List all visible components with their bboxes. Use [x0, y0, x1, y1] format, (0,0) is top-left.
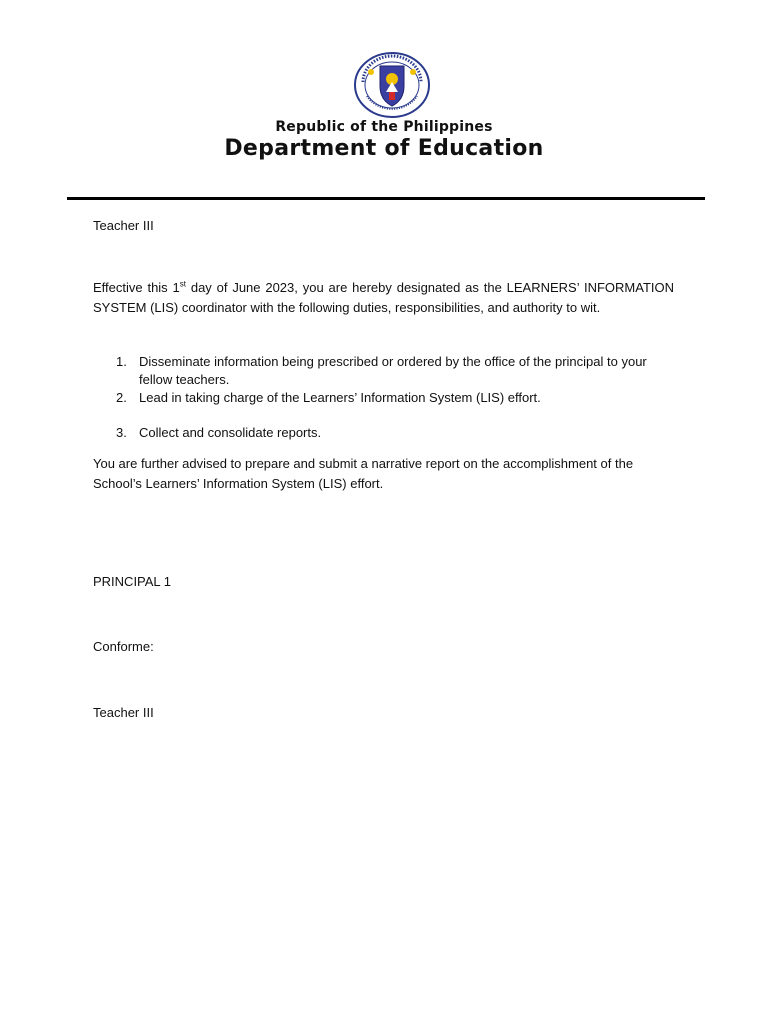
intro-suffix: day of June 2023, you are hereby designated as the LEARNERS’ INFORMATION SYSTEM (LIS) coordinator with the following duties, responsibilities, and authority to wit. — [93, 280, 674, 315]
duty-text: Disseminate information being prescribed or ordered by the office of the principal to your fellow teachers. — [139, 354, 647, 387]
conforme-title: Teacher III — [93, 705, 154, 720]
designation-paragraph — [93, 278, 674, 318]
intro-prefix: Effective this 1 — [93, 280, 180, 295]
header-divider — [67, 197, 705, 200]
signatory-title: PRINCIPAL 1 — [93, 574, 172, 589]
addressee-title: Teacher III — [93, 218, 154, 233]
duty-text: Collect and consolidate reports. — [139, 425, 322, 440]
duty-number: 3. — [116, 425, 127, 440]
duty-number: 2. — [116, 390, 127, 405]
department-heading: Department of Education — [224, 136, 544, 161]
republic-heading: Republic of the Philippines — [275, 119, 493, 135]
deped-seal-logo — [353, 52, 431, 118]
duty-number: 1. — [116, 354, 127, 369]
conforme-label: Conforme: — [93, 639, 154, 654]
closing-paragraph: You are further advised to prepare and submit a narrative report on the accomplishment of the School’s Learners’ Information System (LIS) effort. — [93, 456, 634, 491]
duty-text: Lead in taking charge of the Learners’ Information System (LIS) effort. — [139, 390, 541, 405]
intro-ordinal: st — [179, 279, 186, 289]
